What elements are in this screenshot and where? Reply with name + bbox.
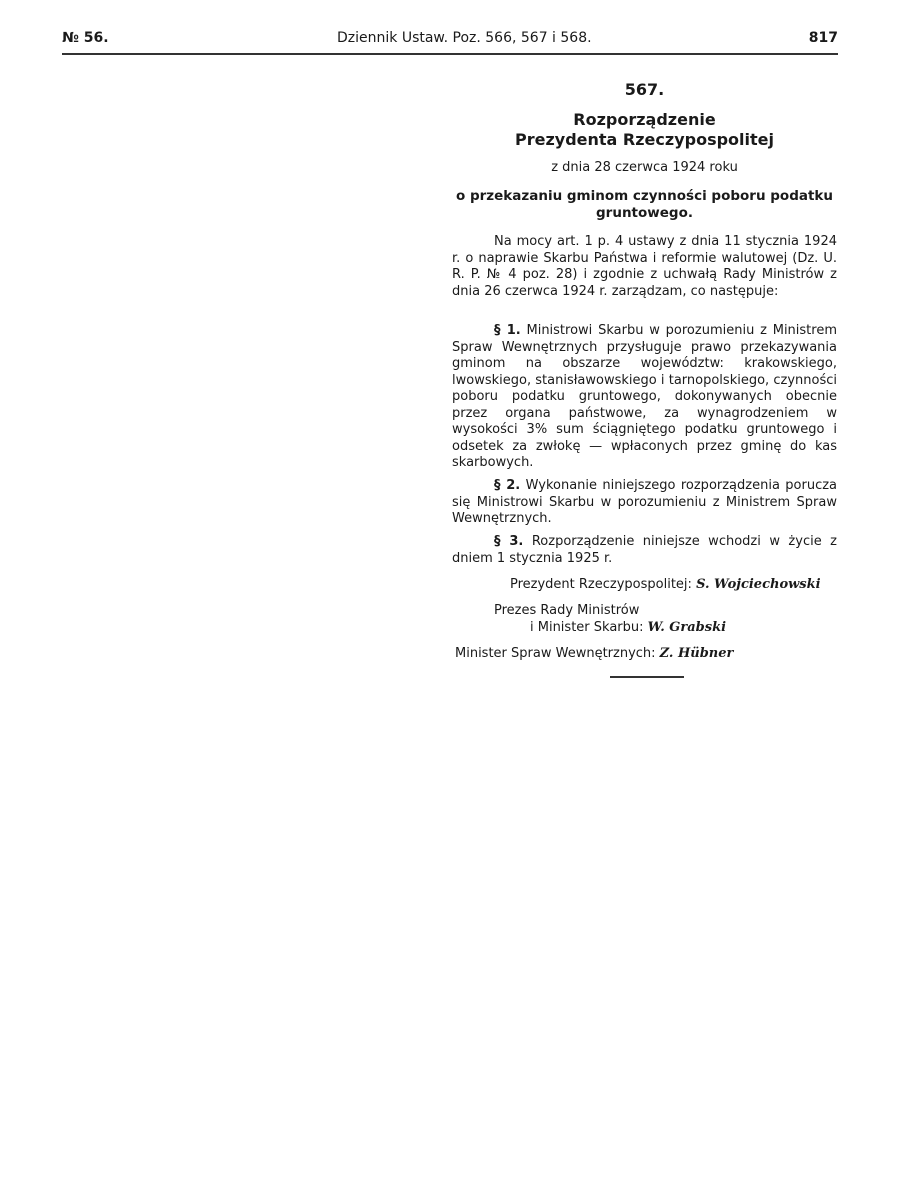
interior-title: Minister Spraw Wewnętrznych: (455, 646, 656, 661)
section-3-label: § 3. (494, 534, 524, 549)
journal-reference: Dziennik Ustaw. Poz. 566, 567 i 568. (337, 30, 592, 46)
president-title: Prezydent Rzeczypospolitej: (510, 577, 692, 592)
section-1 (452, 323, 837, 472)
signature-interior (455, 646, 733, 661)
preamble-paragraph (452, 234, 837, 300)
act-number: 567. (624, 80, 665, 99)
preamble-text: Na mocy art. 1 p. 4 ustawy z dnia 11 stycznia 1924 r. o naprawie Skarbu Państwa i reformie walutowej (Dz. U. R. P. № 4 poz. 28) i zgodnie z uchwałą Rady Ministrów z dnia 26 czerwca 1924 r. zarządzam, co następuje: (452, 234, 837, 299)
section-2-text: Wykonanie niniejszego rozporządzenia porucza się Ministrowi Skarbu w porozumieniu z Ministrem Spraw Wewnętrznych. (452, 478, 838, 526)
section-2-label: § 2. (494, 478, 521, 493)
interior-name: Z. Hübner (659, 646, 734, 661)
president-name: S. Wojciechowski (696, 577, 821, 592)
end-rule (610, 676, 684, 678)
pm-title-1: Prezes Rady Ministrów (494, 603, 640, 618)
section-3 (452, 534, 837, 567)
section-1-text: Ministrowi Skarbu w porozumieniu z Ministrem Spraw Wewnętrznych przysługuje prawo przekazywania gminom na obszarze województw: krakowskiego, lwowskiego, stanisławowskiego i tarnopolskiego, czynności poboru podatku gruntowego, dokonywanych obecnie przez organa państwowe, za wynagrodzeniem w wysokości 3% sum ściągniętego podatku gruntowego i odsetek za zwłokę — wpłaconych przez gminę do kas skarbowych. (452, 323, 837, 470)
act-date: z dnia 28 czerwca 1924 roku (551, 160, 738, 175)
act-subject: o przekazaniu gminom czynności poboru podatku gruntowego. (455, 188, 834, 221)
signature-pm (530, 620, 726, 635)
section-3-text: Rozporządzenie niniejsze wchodzi w życie z dniem 1 stycznia 1925 r. (452, 534, 837, 566)
act-type: Rozporządzenie (573, 110, 716, 129)
signature-president (510, 577, 821, 592)
signature-pm-title-line (494, 603, 639, 618)
page-number: 817 (808, 30, 838, 46)
page-header (62, 30, 838, 52)
pm-title-2: i Minister Skarbu: (530, 620, 644, 635)
act-issuer: Prezydenta Rzeczypospolitej (515, 130, 774, 149)
section-1-label: § 1. (494, 323, 521, 338)
pm-name: W. Grabski (647, 620, 727, 635)
header-rule (62, 53, 838, 55)
issue-number: № 56. (62, 30, 109, 46)
section-2 (452, 478, 837, 528)
